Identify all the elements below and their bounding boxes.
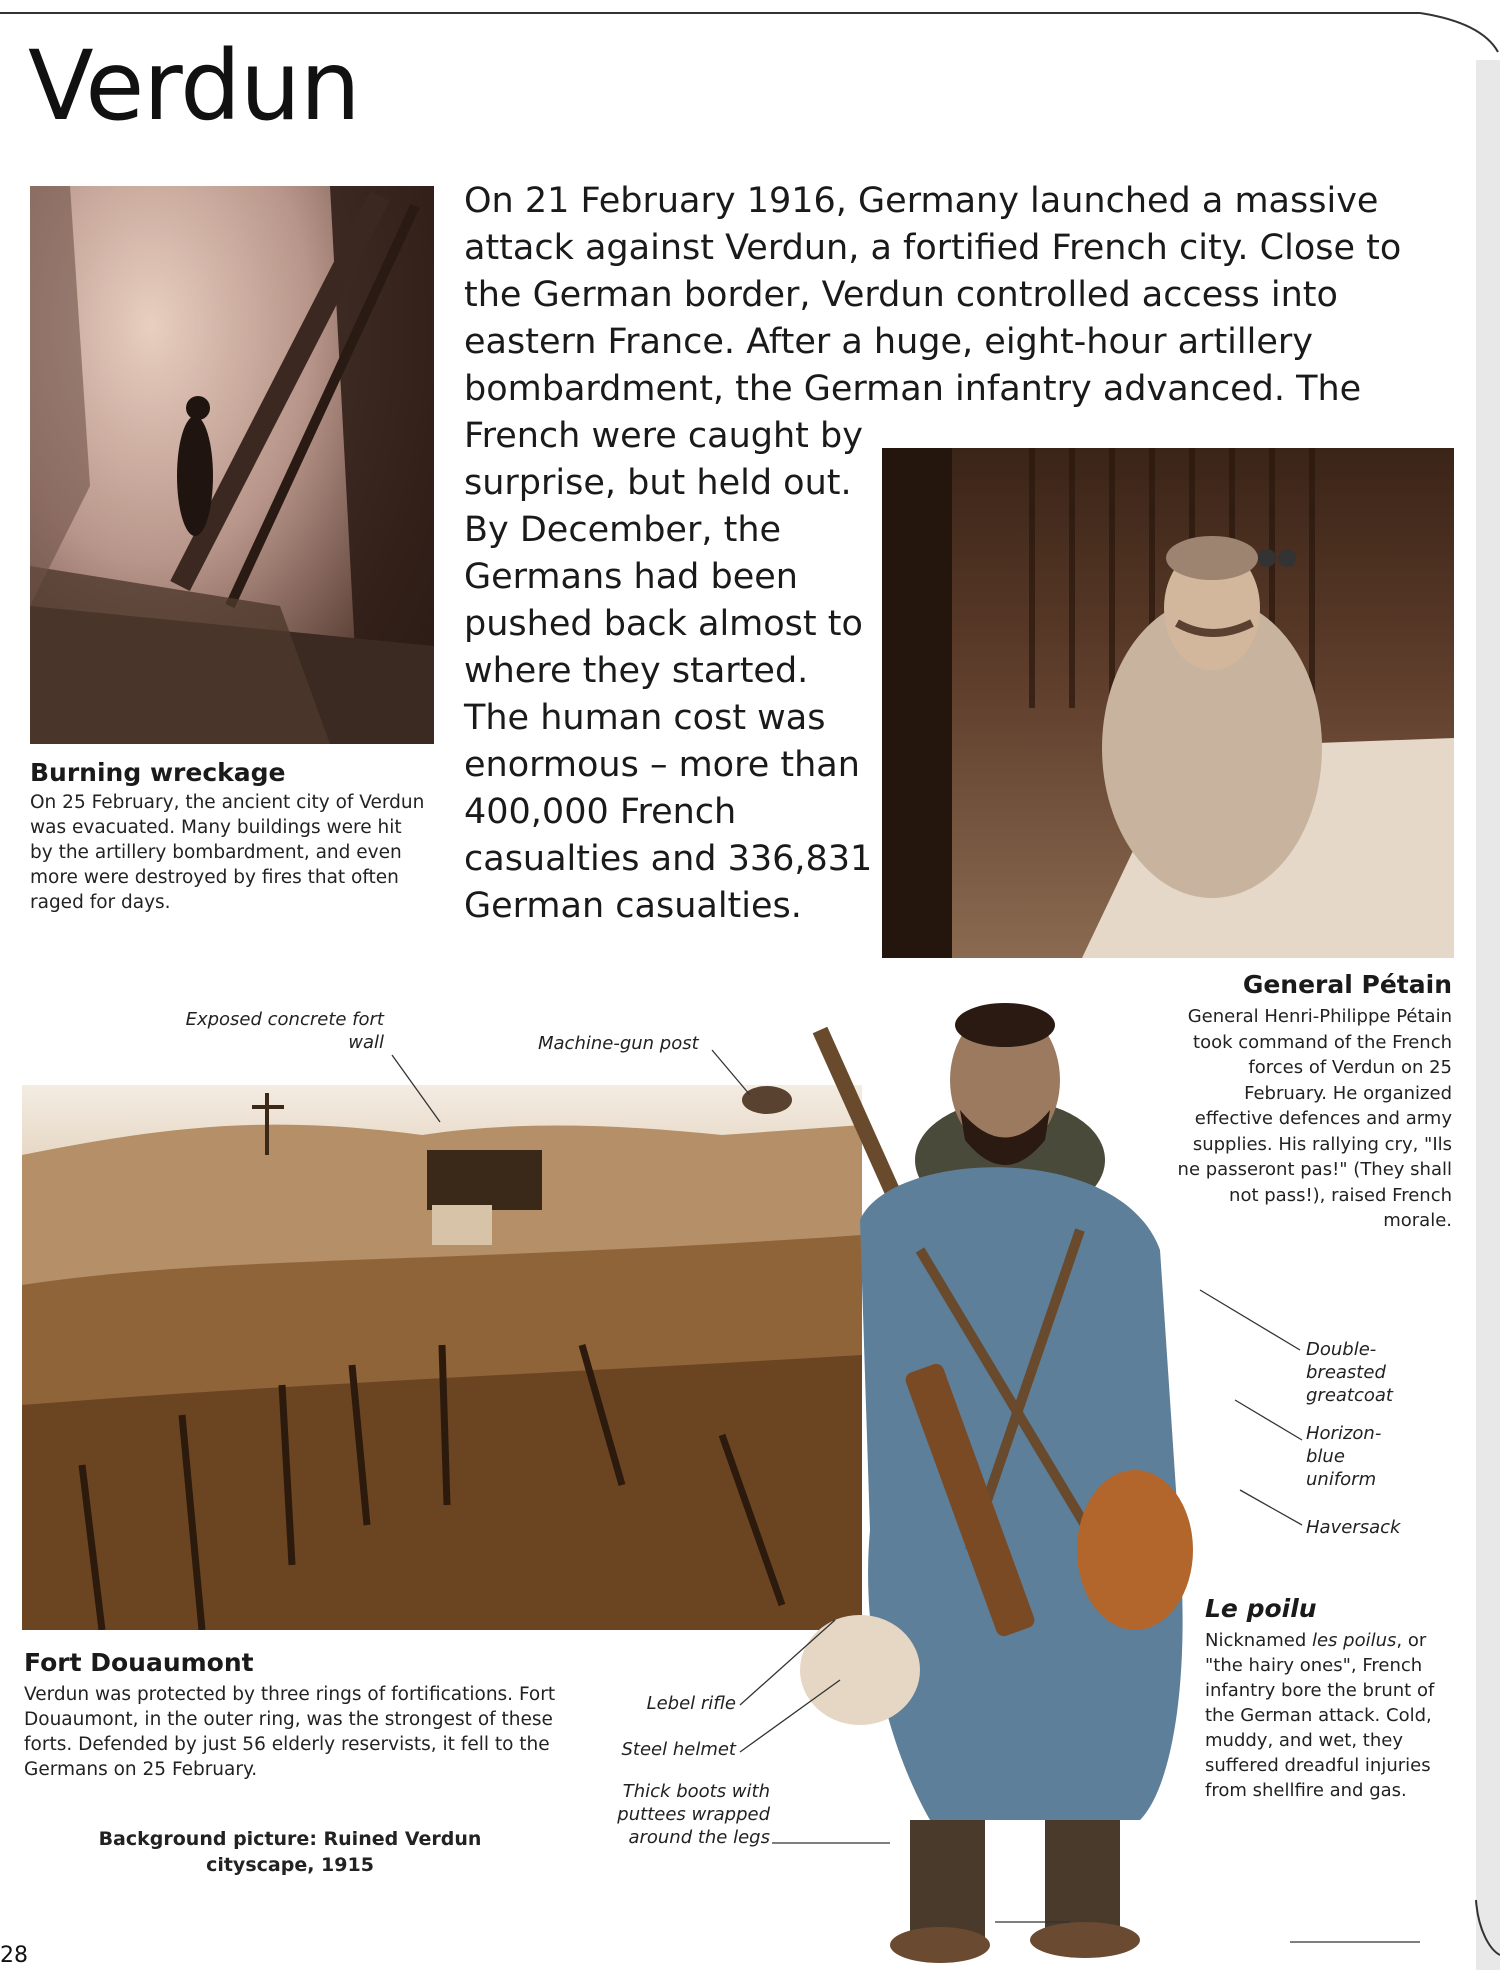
label-greatcoat: Double-breasted greatcoat [1306,1339,1393,1406]
label-haversack: Haversack [1306,1517,1401,1538]
poilu-heading: Le poilu [1205,1594,1317,1623]
page-number: 28 [0,1943,28,1968]
intro-paragraph-continued: French were caught by surprise, but held out. By December, the Germans had been pushed back almost to where they started. The human cost was enormous – more than 400,000 French casualties and 336,831 German casualties. [464,416,873,926]
fort-scene [22,1085,862,1630]
label-fort-wall: Exposed concrete fort wall [185,1009,384,1053]
petain-scene [882,448,1454,958]
burning-wreckage-heading: Burning wreckage [30,758,286,787]
poilu-body [1205,1628,1435,1803]
fort-heading: Fort Douaumont [24,1648,254,1677]
petain-body: General Henri-Philippe Pétain took command of the French forces of Verdun on 25 February. He organized effective defences and army supplies. His rallying cry, "Ils ne passeront pas!" (They shall not pass!), raised French morale. [1177,1006,1452,1231]
label-machine-gun-post: Machine-gun post [538,1033,699,1054]
fort-body: Verdun was protected by three rings of fortifications. Fort Douaumont, in the outer ring, was the strongest of these forts. Defended by just 56 elderly reservists, it fell to the Germans on 25 February. [24,1684,556,1780]
petain-heading: General Pétain [1242,970,1452,999]
label-thick-boots: Thick boots with puttees wrapped around the legs [617,1781,770,1848]
wreckage-scene [30,186,434,744]
label-steel-helmet: Steel helmet [621,1739,736,1760]
petain-photo [882,448,1454,958]
label-lebel-rifle: Lebel rifle [646,1693,736,1714]
poilu-figure [800,990,1260,1970]
fort-douaumont-photo [22,1085,862,1630]
top-rule [0,12,1420,14]
burning-wreckage-photo [30,186,434,744]
background-picture-credit: Background picture: Ruined Verdun cityscape, 1915 [98,1828,482,1876]
poilu-body-em: les poilus [1311,1630,1397,1651]
intro-paragraph: On 21 February 1916, Germany launched a massive attack against Verdun, a fortified French city. Close to the German border, Verdun controlled access into eastern France. After a huge, eight-hour artillery bombardment, the German infantry advanced. The [464,181,1402,409]
burning-wreckage-body: On 25 February, the ancient city of Verdun was evacuated. Many buildings were hit by the artillery bombardment, and even more were destroyed by fires that often raged for days. [30,792,425,913]
page-title: Verdun [28,30,360,142]
label-uniform: Horizon-blue uniform [1306,1423,1382,1490]
poilu-body-pre: Nicknamed [1205,1630,1312,1651]
poilu-body-post: , or "the hairy ones", French infantry bore the brunt of the German attack. Cold, muddy, and wet, they suffered dreadful injuries from shellfire and gas. [1205,1630,1435,1801]
